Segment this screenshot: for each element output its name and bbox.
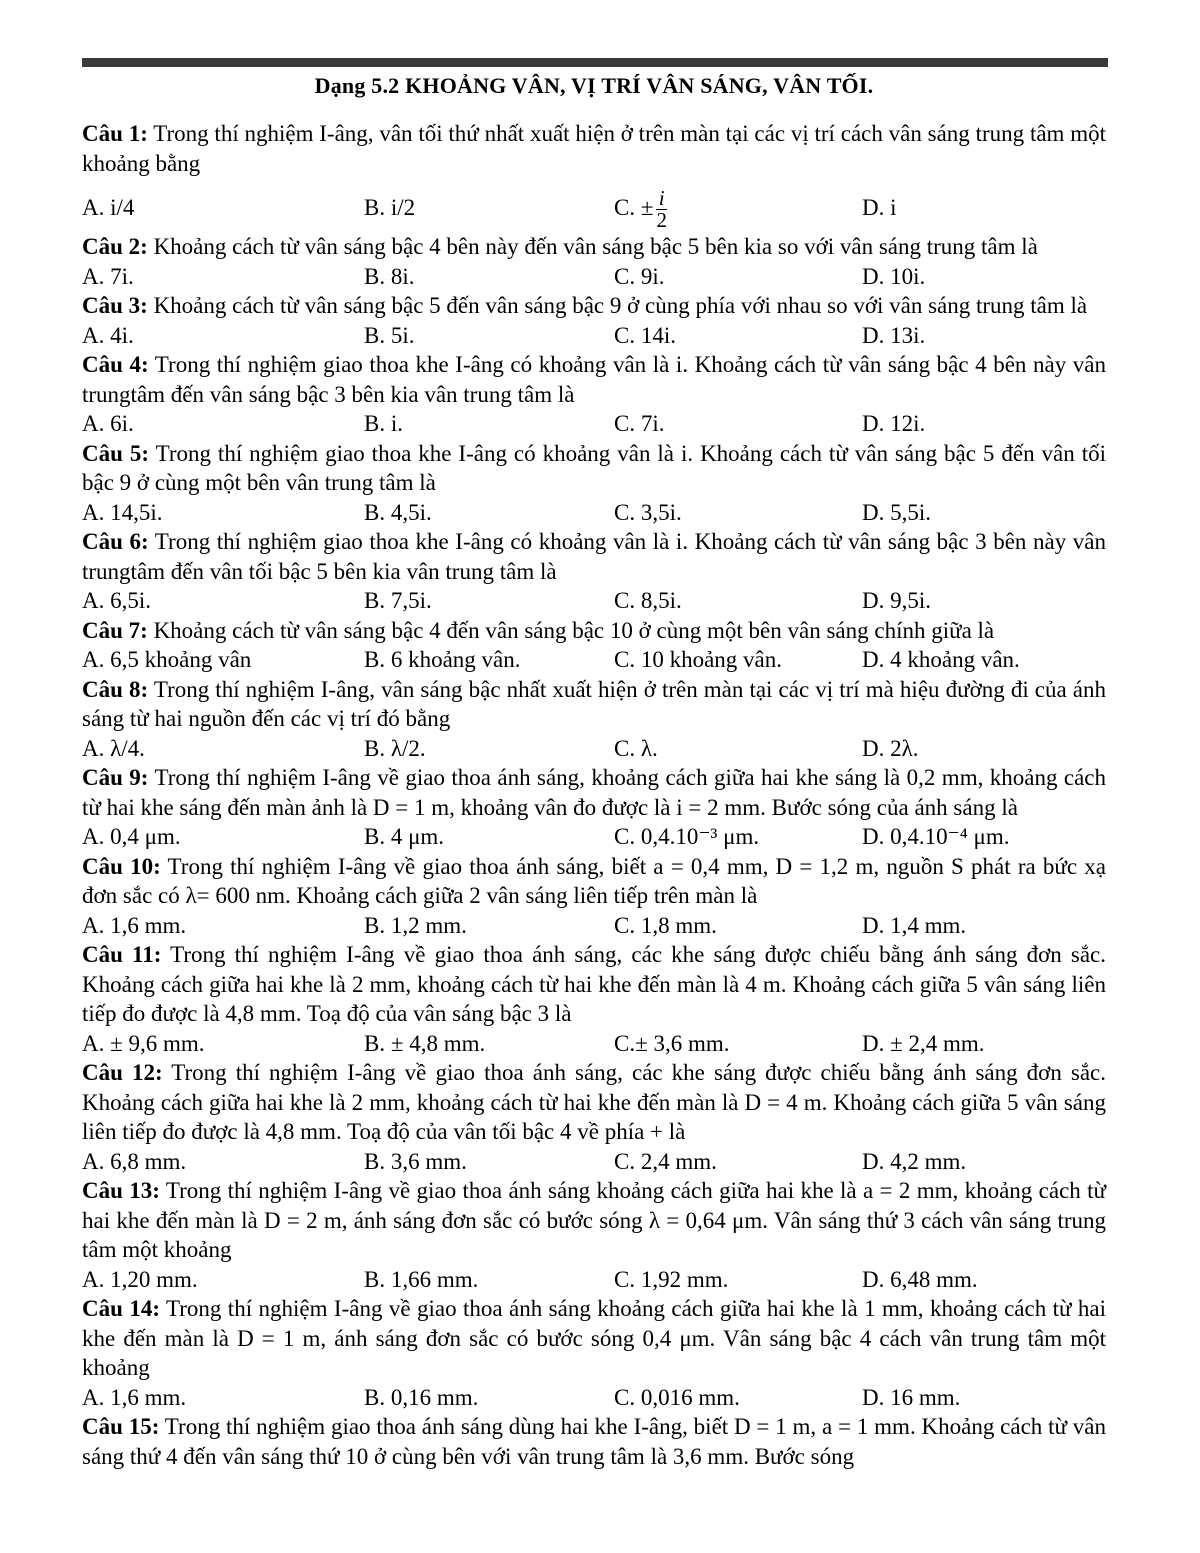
question-label: Câu 8: [82, 676, 149, 702]
question-14 [82, 1294, 1106, 1412]
answer-option-b: B. 1,66 mm. [364, 1266, 479, 1292]
answer-options [82, 409, 1106, 439]
question-text [82, 616, 1106, 646]
answer-option-a: A. ± 9,6 mm. [82, 1030, 205, 1056]
page-title: Dạng 5.2 KHOẢNG VÂN, VỊ TRÍ VÂN SÁNG, VÂN TỐI. [314, 73, 874, 98]
answer-option-b: B. 4,5i. [364, 499, 432, 525]
question-body: Trong thí nghiệm I-âng về giao thoa ánh sáng khoảng cách giữa hai khe là 1 mm, khoảng cách từ hai khe đến màn là D = 1 m, ánh sáng đơn sắc có bước sóng 0,4 μm. Vân sáng bậc 4 cách vân trung tâm một khoảng [82, 1296, 1106, 1380]
fraction-numerator: i [656, 188, 667, 210]
fraction-denominator: 2 [656, 208, 667, 233]
answer-option-a: A. 1,20 mm. [82, 1266, 198, 1292]
question-body: Khoảng cách từ vân sáng bậc 4 đến vân sáng bậc 10 ở cùng một bên vân sáng chính giữa là [147, 617, 995, 643]
answer-option-b: B. 1,2 mm. [364, 912, 467, 938]
question-label: Câu 4: [82, 352, 149, 377]
question-11 [82, 940, 1106, 1058]
answer-option-d: D. 12i. [862, 411, 926, 436]
answer-option-d: D. 13i. [862, 322, 926, 348]
question-body: Trong thí nghiệm I-âng về giao thoa ánh sáng, khoảng cách giữa hai khe sáng là 0,2 mm, khoảng cách từ hai khe sáng đến màn ảnh là D = 1 m, khoảng vân đo được là i = 2 mm. Bước sóng của ánh sáng là [82, 765, 1106, 820]
question-body: Trong thí nghiệm I-âng về giao thoa ánh sáng khoảng cách giữa hai khe là a = 2 mm, khoảng cách từ hai khe đến màn là D = 2 m, ánh sáng đơn sắc có bước sóng λ = 0,64 μm. Vân sáng thứ 3 cách vân sáng trung tâm một khoảng [82, 1178, 1106, 1262]
answer-options [82, 321, 1106, 351]
question-label: Câu 7: [82, 617, 148, 643]
question-5 [82, 439, 1106, 528]
answer-options [82, 1029, 1106, 1059]
answer-option-a: A. 14,5i. [82, 499, 163, 525]
answer-options [82, 262, 1106, 292]
answer-options [82, 734, 1106, 764]
question-body: Trong thí nghiệm giao thoa khe I-âng có khoảng vân là i. Khoảng cách từ vân sáng bậc 4 bên này vân trungtâm đến vân sáng bậc 3 bên kia vân trung tâm là [82, 352, 1107, 407]
question-label: Câu 10: [82, 853, 161, 879]
answer-options [82, 1383, 1106, 1413]
answer-option-b: B. i. [364, 411, 403, 436]
question-13 [82, 1176, 1106, 1294]
answer-option-d: D. 1,4 mm. [862, 912, 967, 938]
answer-option-d: D. 10i. [862, 263, 926, 289]
answer-options [82, 645, 1106, 675]
question-text [82, 232, 1106, 262]
answer-option-a: A. 6,8 mm. [82, 1148, 187, 1174]
question-label: Câu 2: [82, 234, 148, 259]
answer-options [82, 822, 1106, 852]
question-body: Trong thí nghiệm giao thoa ánh sáng dùng hai khe I-âng, biết D = 1 m, a = 1 mm. Khoảng cách từ vân sáng thứ 4 đến vân sáng thứ 10 ở cùng bên với vân trung tâm là 3,6 mm. Bước sóng [82, 1414, 1106, 1469]
answer-option-a: A. 4i. [82, 322, 134, 348]
question-15 [82, 1412, 1106, 1471]
answer-option-a: A. 6,5 khoảng vân [82, 647, 252, 672]
question-list [82, 119, 1106, 1471]
question-1 [82, 119, 1106, 232]
question-body: Khoảng cách từ vân sáng bậc 5 đến vân sáng bậc 9 ở cùng phía với nhau so với vân sáng trung tâm là [147, 293, 1088, 318]
answer-option-b: B. 4 μm. [364, 824, 445, 849]
answer-option-d: D. i [862, 195, 897, 220]
answer-option-d: D. 16 mm. [862, 1384, 961, 1410]
question-body: Trong thí nghiệm I-âng, vân sáng bậc nhất xuất hiện ở trên màn tại các vị trí mà hiệu đường đi của ánh sáng từ hai nguồn đến các vị trí đó bằng [82, 676, 1107, 731]
question-2 [82, 232, 1106, 291]
answer-option-b: B. 7,5i. [364, 588, 432, 613]
answer-option-b: B. 5i. [364, 322, 415, 348]
answer-option-b: B. 3,6 mm. [364, 1148, 467, 1174]
answer-option-c: C. ± $\frac{i}{2}$ [614, 186, 667, 233]
answer-option-d: D. 4 khoảng vân. [862, 647, 1020, 672]
answer-option-a: A. 1,6 mm. [82, 1384, 187, 1410]
question-text [82, 1294, 1106, 1383]
answer-option-d: D. 9,5i. [862, 588, 931, 613]
question-text [82, 675, 1106, 734]
answer-option-c: C. 0,4.10⁻³ μm. [614, 824, 760, 849]
answer-option-a: A. 6,5i. [82, 588, 151, 613]
answer-option-d: D. 6,48 mm. [862, 1266, 978, 1292]
question-label: Câu 11: [82, 942, 162, 967]
answer-options [82, 184, 1106, 232]
question-6 [82, 527, 1106, 616]
answer-option-b: B. 6 khoảng vân. [364, 647, 521, 672]
question-text [82, 1058, 1106, 1147]
question-text [82, 940, 1106, 1029]
question-text [82, 852, 1106, 911]
question-7 [82, 616, 1106, 675]
answer-options [82, 911, 1106, 941]
answer-option-d: D. 4,2 mm. [862, 1148, 967, 1174]
question-text [82, 1176, 1106, 1265]
answer-option-b: B. 8i. [364, 263, 415, 289]
question-label: Câu 6: [82, 529, 149, 554]
answer-option-b: B. i/2 [364, 195, 416, 220]
question-12 [82, 1058, 1106, 1176]
document-page [82, 58, 1106, 1471]
answer-option-d: D. ± 2,4 mm. [862, 1030, 985, 1056]
question-label: Câu 15: [82, 1414, 160, 1439]
question-label: Câu 5: [82, 440, 150, 466]
question-body: Trong thí nghiệm I-âng về giao thoa ánh sáng, các khe sáng được chiếu bằng ánh sáng đơn sắc. Khoảng cách giữa hai khe là 2 mm, khoảng cách từ hai khe đến màn là 4 m. Khoảng cách giữa 5 vân sáng liên tiếp đo được là 4,8 mm. Toạ độ của vân sáng bậc 3 là [82, 942, 1106, 1026]
question-4 [82, 350, 1106, 439]
question-label: Câu 13: [82, 1178, 160, 1203]
question-8 [82, 675, 1106, 764]
answer-option-c: C. 1,8 mm. [614, 912, 717, 938]
answer-option-c: C. 1,92 mm. [614, 1266, 729, 1292]
answer-options [82, 1265, 1106, 1295]
answer-option-b: B. ± 4,8 mm. [364, 1030, 486, 1056]
question-label: Câu 9: [82, 765, 149, 790]
question-label: Câu 3: [82, 293, 148, 318]
question-label: Câu 12: [82, 1060, 163, 1085]
answer-option-b: B. λ/2. [364, 735, 426, 761]
answer-option-a: A. 6i. [82, 411, 134, 436]
question-text [82, 527, 1106, 586]
answer-option-c: C. 0,016 mm. [614, 1384, 740, 1410]
question-text [82, 291, 1106, 321]
question-text [82, 439, 1106, 498]
answer-option-a: A. i/4 [82, 195, 135, 220]
question-text [82, 350, 1106, 409]
question-body: Trong thí nghiệm I-âng về giao thoa ánh sáng, biết a = 0,4 mm, D = 1,2 m, nguồn S phát ra bức xạ đơn sắc có λ= 600 nm. Khoảng cách giữa 2 vân sáng liên tiếp trên màn là [82, 853, 1106, 908]
answer-option-c: C.± 3,6 mm. [614, 1030, 730, 1056]
answer-options [82, 1147, 1106, 1177]
answer-option-c: C. 14i. [614, 322, 676, 348]
answer-option-a: A. λ/4. [82, 735, 145, 761]
question-body: Khoảng cách từ vân sáng bậc 4 bên này đến vân sáng bậc 5 bên kia so với vân sáng trung tâm là [147, 234, 1038, 259]
answer-option-c: C. 8,5i. [614, 588, 682, 613]
answer-options [82, 498, 1106, 528]
answer-option-a: A. 0,4 μm. [82, 824, 181, 849]
answer-option-c: C. 7i. [614, 411, 665, 436]
answer-option-d: D. 2λ. [862, 735, 919, 761]
question-label: Câu 1: [82, 121, 148, 146]
question-label: Câu 14: [82, 1296, 160, 1321]
question-10 [82, 852, 1106, 941]
answer-option-c: C. λ. [614, 735, 658, 761]
question-3 [82, 291, 1106, 350]
answer-option-d: D. 0,4.10⁻⁴ μm. [862, 824, 1010, 849]
answer-option-d: D. 5,5i. [862, 499, 931, 525]
question-body: Trong thí nghiệm I-âng, vân tối thứ nhất xuất hiện ở trên màn tại các vị trí cách vân sáng trung tâm một khoảng bằng [82, 121, 1106, 176]
answer-option-c: C. 9i. [614, 263, 665, 289]
question-body: Trong thí nghiệm giao thoa khe I-âng có khoảng vân là i. Khoảng cách từ vân sáng bậc 5 đến vân tối bậc 9 ở cùng một bên vân trung tâm là [82, 440, 1106, 495]
answer-option-c: C. 2,4 mm. [614, 1148, 717, 1174]
answer-option-c: C. 10 khoảng vân. [614, 647, 783, 672]
question-body: Trong thí nghiệm giao thoa khe I-âng có khoảng vân là i. Khoảng cách từ vân sáng bậc 3 bên này vân trungtâm đến vân tối bậc 5 bên kia vân trung tâm là [82, 529, 1107, 584]
question-body: Trong thí nghiệm I-âng về giao thoa ánh sáng, các khe sáng được chiếu bằng ánh sáng đơn sắc. Khoảng cách giữa hai khe là 2 mm, khoảng cách từ hai khe đến màn là D = 4 m. Khoảng cách giữa 5 vân sáng liên tiếp đo được là 4,8 mm. Toạ độ của vân tối bậc 4 về phía + là [82, 1060, 1106, 1144]
fraction [656, 188, 667, 231]
answer-option-c: C. 3,5i. [614, 499, 682, 525]
question-text [82, 1412, 1106, 1471]
answer-option-a: A. 7i. [82, 263, 134, 289]
answer-option-a: A. 1,6 mm. [82, 912, 187, 938]
answer-option-b: B. 0,16 mm. [364, 1384, 479, 1410]
answer-options [82, 586, 1106, 616]
top-rule [82, 58, 1108, 67]
question-9 [82, 763, 1106, 852]
question-text [82, 763, 1106, 822]
question-text [82, 119, 1106, 178]
